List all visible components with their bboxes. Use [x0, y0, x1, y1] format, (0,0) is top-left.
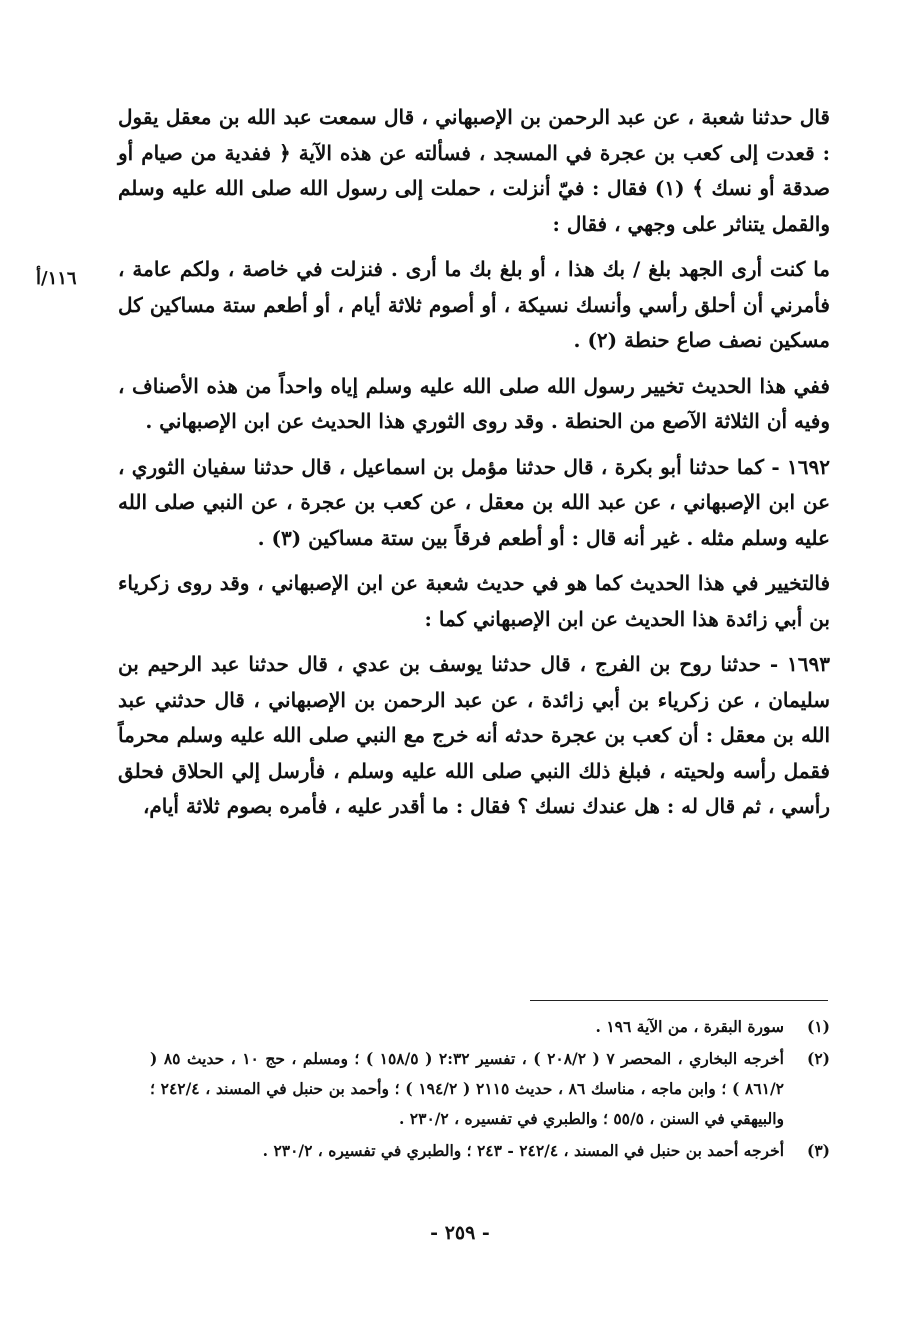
- paragraph: ففي هذا الحديث تخيير رسول الله صلى الله عليه وسلم إياه واحداً من هذه الأصناف ، وفيه أن الثلاثة الآصع من الحنطة . وقد روى الثوري هذا الحديث عن ابن الإصبهاني .: [118, 373, 830, 433]
- footnote-text: سورة البقرة ، من الآية ١٩٦ .: [595, 1017, 784, 1036]
- footnote-number: (٣): [806, 1141, 830, 1160]
- footnote-text: أخرجه أحمد بن حنبل في المسند ، ٢٤٢/٤ - ٢٤٣ ؛ والطبري في تفسيره ، ٢٣٠/٢ .: [262, 1141, 784, 1160]
- main-text: [118, 100, 830, 825]
- paragraph: فالتخيير في هذا الحديث كما هو في حديث شعبة عن ابن الإصبهاني ، وقد روى زكرياء بن أبي زائدة هذا الحديث عن ابن الإصبهاني كما :: [118, 571, 831, 631]
- manuscript-folio-note: ١١٦/أ: [36, 268, 77, 289]
- footnote: [150, 1012, 830, 1042]
- footnote-number: (١): [806, 1017, 830, 1036]
- footnotes: [150, 1012, 830, 1168]
- paragraph: ما كنت أرى الجهد بلغ / بك هذا ، أو بلغ بك ما أرى . فنزلت في خاصة ، ولكم عامة ، فأمرني أن أحلق رأسي وأنسك نسيكة ، أو أصوم ثلاثة أيام ، أو أطعم ستة مساكين كل مسكين نصف صاع حنطة (٢) .: [118, 257, 830, 352]
- footnote-number: (٢): [806, 1049, 830, 1068]
- footnote: [150, 1136, 830, 1166]
- footnote-divider: [530, 1000, 828, 1001]
- page-number: - ٢٥٩ -: [430, 1222, 490, 1244]
- footnote-text: أخرجه البخاري ، المحصر ٧ ( ٢٠٨/٢ ) ، تفسير ٢:٣٢ ( ١٥٨/٥ ) ؛ ومسلم ، حج ١٠ ، حديث ٨٥ ( ٨٦١/٢ ) ؛ وابن ماجه ، مناسك ٨٦ ، حديث ٢١١٥ ( ١٩٤/٢ ) ؛ وأحمد بن حنبل في المسند ، ٢٤٢/٤ ؛ والبيهقي في السنن ، ٥٥/٥ ؛ والطبري في تفسيره ، ٢٣٠/٢ .: [150, 1049, 784, 1128]
- hadith-1693: ١٦٩٣ - حدثنا روح بن الفرج ، قال حدثنا يوسف بن عدي ، قال حدثنا عبد الرحيم بن سليمان ، عن زكرياء بن أبي زائدة ، عن عبد الرحمن بن الإصبهاني ، قال حدثني عبد الله بن معقل : أن كعب بن عجرة حدثه أنه خرج مع النبي صلى الله عليه وسلم محرماً فقمل رأسه ولحيته ، فبلغ ذلك النبي صلى الله عليه وسلم ، فأرسل إلي الحلاق فحلق رأسي ، ثم قال له : هل عندك نسك ؟ فقال : ما أقدر عليه ، فأمره بصوم ثلاثة أيام،: [118, 652, 830, 818]
- paragraph: قال حدثنا شعبة ، عن عبد الرحمن بن الإصبهاني ، قال سمعت عبد الله بن معقل يقول : قعدت إلى كعب بن عجرة في المسجد ، فسألته عن هذه الآية ﴿ ففدية من صيام أو صدقة أو نسك ﴾ (١) فقال : فيّ أنزلت ، حملت إلى رسول الله صلى الله عليه وسلم والقمل يتناثر على وجهي ، فقال :: [118, 105, 830, 236]
- hadith-1692: ١٦٩٢ - كما حدثنا أبو بكرة ، قال حدثنا مؤمل بن اسماعيل ، قال حدثنا سفيان الثوري ، عن ابن الإصبهاني ، عن عبد الله بن معقل ، عن كعب بن عجرة ، عن النبي صلى الله عليه وسلم مثله . غير أنه قال : أو أطعم فرقاً بين ستة مساكين (٣) .: [118, 454, 830, 550]
- footnote: [150, 1044, 830, 1134]
